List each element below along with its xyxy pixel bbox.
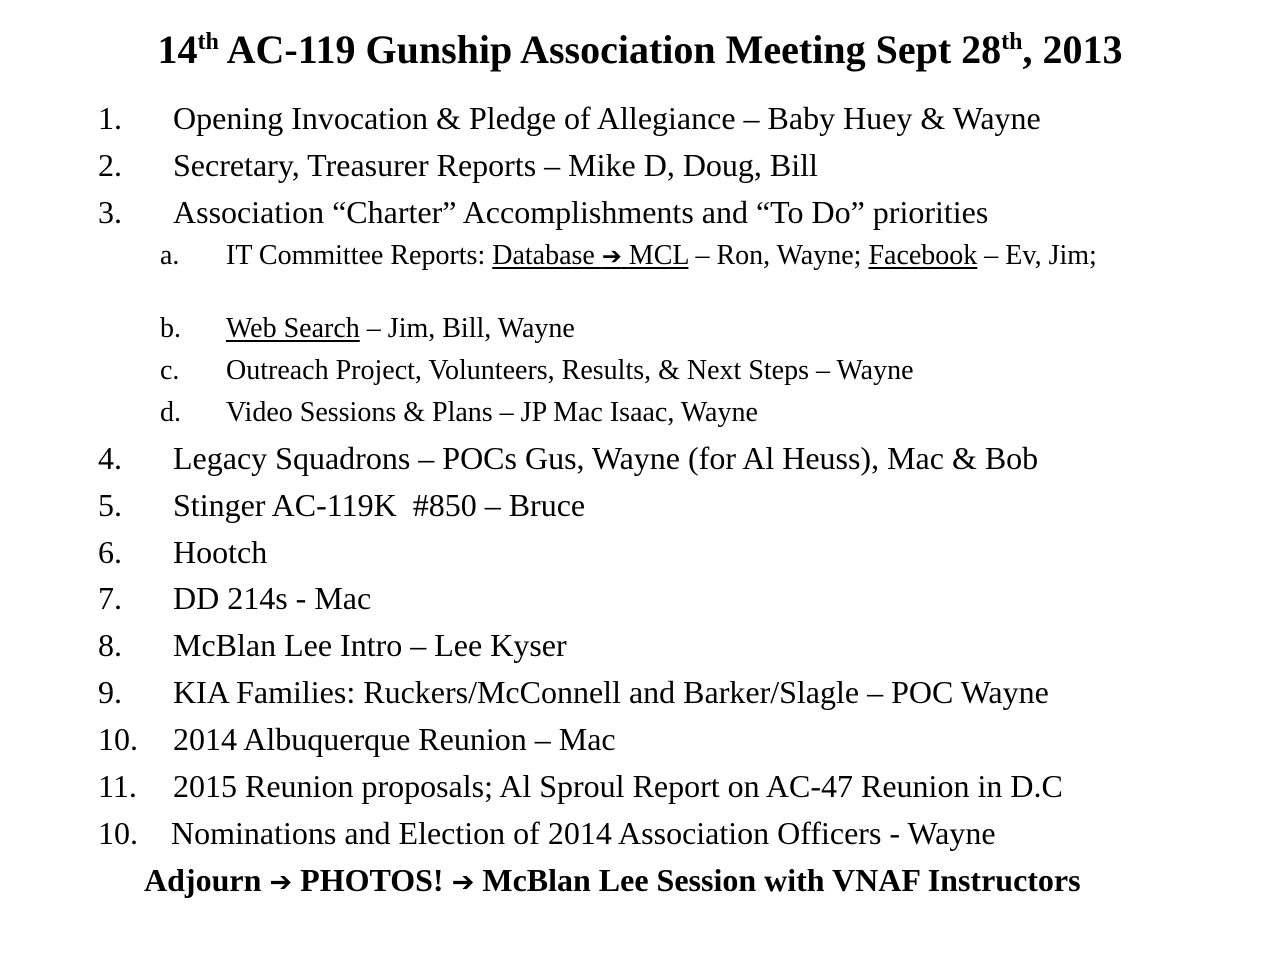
item-text: McBlan Lee Intro – Lee Kyser xyxy=(173,627,567,663)
right-arrow-icon: ➔ xyxy=(451,867,475,898)
item-number: 5. xyxy=(98,487,122,523)
item-text: Hootch xyxy=(173,534,268,570)
item-number: 6. xyxy=(98,534,122,570)
right-arrow-icon: ➔ xyxy=(601,242,622,270)
item-number: 1. xyxy=(98,100,122,136)
item-text: Nominations and Election of 2014 Association Officers - Wayne xyxy=(171,815,996,851)
item-text: Association “Charter” Accomplishments and “To Do” priorities xyxy=(173,194,989,230)
photos-text: PHOTOS! xyxy=(300,862,444,898)
subitem-letter: a. xyxy=(160,240,180,271)
item-number: 4. xyxy=(98,440,122,476)
item-number: 8. xyxy=(98,627,122,663)
subitem-text: Outreach Project, Volunteers, Results, & Next Steps – Wayne xyxy=(226,355,914,386)
adjourn-line xyxy=(144,860,1081,903)
subitem-letter: c. xyxy=(160,355,180,386)
item-number: 2. xyxy=(98,147,122,183)
item-number: 10. xyxy=(98,721,138,757)
item-number: 11. xyxy=(98,768,137,804)
item-text: 2015 Reunion proposals; Al Sproul Report on AC-47 Reunion in D.C xyxy=(173,768,1063,804)
facebook-link[interactable]: Facebook xyxy=(868,240,978,271)
subitem-letter: d. xyxy=(160,397,181,428)
subitem-text: Video Sessions & Plans – JP Mac Isaac, Wayne xyxy=(226,397,758,428)
item-text: Opening Invocation & Pledge of Allegiance – Baby Huey & Wayne xyxy=(173,100,1041,136)
item-text: 2014 Albuquerque Reunion – Mac xyxy=(173,721,616,757)
database-link[interactable]: Database ➔ MCL xyxy=(492,240,689,271)
item-text: Secretary, Treasurer Reports – Mike D, Doug, Bill xyxy=(173,147,818,183)
subitem-letter: b. xyxy=(160,313,181,344)
item-number: 3. xyxy=(98,194,122,230)
item-text: KIA Families: Ruckers/McConnell and Barker/Slagle – POC Wayne xyxy=(173,674,1049,710)
item-number: 9. xyxy=(98,674,122,710)
page-title: 14th AC-119 Gunship Association Meeting Sept 28th, 2013 xyxy=(157,27,1123,72)
subitem-text: IT Committee Reports: Database ➔ MCL – Ron, Wayne; Facebook – Ev, Jim; xyxy=(226,240,1097,271)
item-text: Legacy Squadrons – POCs Gus, Wayne (for Al Heuss), Mac & Bob xyxy=(173,440,1039,476)
item-number: 7. xyxy=(98,580,122,616)
item-text: DD 214s - Mac xyxy=(173,580,372,616)
session-text: McBlan Lee Session with VNAF Instructors xyxy=(482,862,1081,898)
right-arrow-icon: ➔ xyxy=(269,867,293,898)
adjourn-text: Adjourn xyxy=(144,862,262,898)
web-search-link[interactable]: Web Search xyxy=(226,313,360,344)
item-text: Stinger AC-119K #850 – Bruce xyxy=(173,487,586,523)
item-number: 10. xyxy=(98,815,138,851)
subitem-text: Web Search – Jim, Bill, Wayne xyxy=(226,313,575,344)
